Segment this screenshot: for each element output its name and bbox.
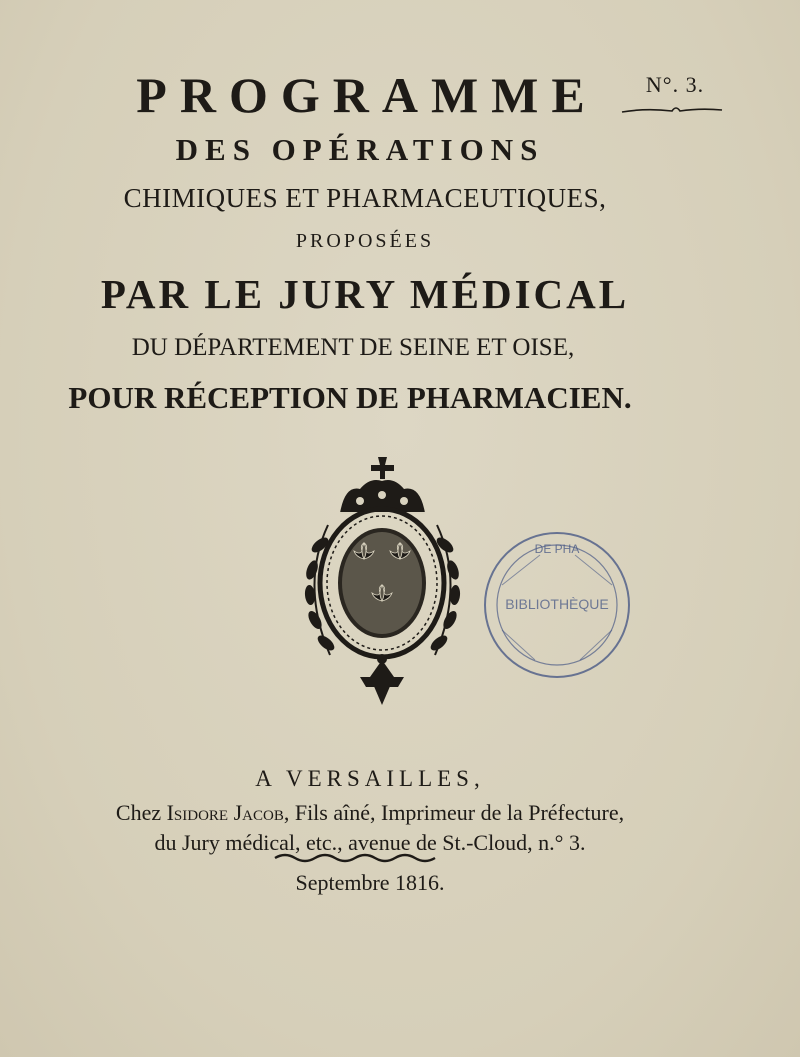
imprint-printer bbox=[0, 800, 740, 826]
title-line-reception: POUR RÉCEPTION DE PHARMACIEN. bbox=[68, 380, 632, 415]
imprint-address: du Jury médical, etc., avenue de St.-Cloud, n.° 3. bbox=[154, 830, 586, 855]
document-number: N°. 3. bbox=[645, 72, 705, 97]
imprint-date: Septembre 1816. bbox=[295, 870, 445, 895]
title-line-proposees: PROPOSÉES bbox=[295, 230, 435, 252]
title-line-jury: PAR LE JURY MÉDICAL bbox=[100, 271, 630, 317]
printer-prefix: Chez bbox=[115, 800, 167, 825]
stamp-center-text: BIBLIOTHÈQUE bbox=[505, 596, 609, 612]
title-line-chimiques: CHIMIQUES ET PHARMACEUTIQUES, bbox=[123, 183, 607, 213]
title-line-operations: DES OPÉRATIONS bbox=[175, 132, 545, 167]
title-line-programme: PROGRAMME bbox=[136, 67, 598, 123]
wave-rule-ornament bbox=[273, 852, 443, 864]
royal-coat-of-arms-icon bbox=[290, 455, 475, 707]
stamp-top-text: DE PHA bbox=[534, 542, 580, 556]
imprint-place: A VERSAILLES, bbox=[255, 766, 485, 791]
library-stamp-icon bbox=[480, 525, 635, 685]
printer-name: Isidore Jacob bbox=[166, 800, 284, 825]
title-line-departement: DU DÉPARTEMENT DE SEINE ET OISE, bbox=[131, 334, 575, 361]
printer-suffix: , Fils aîné, Imprimeur de la Préfecture, bbox=[283, 800, 625, 825]
